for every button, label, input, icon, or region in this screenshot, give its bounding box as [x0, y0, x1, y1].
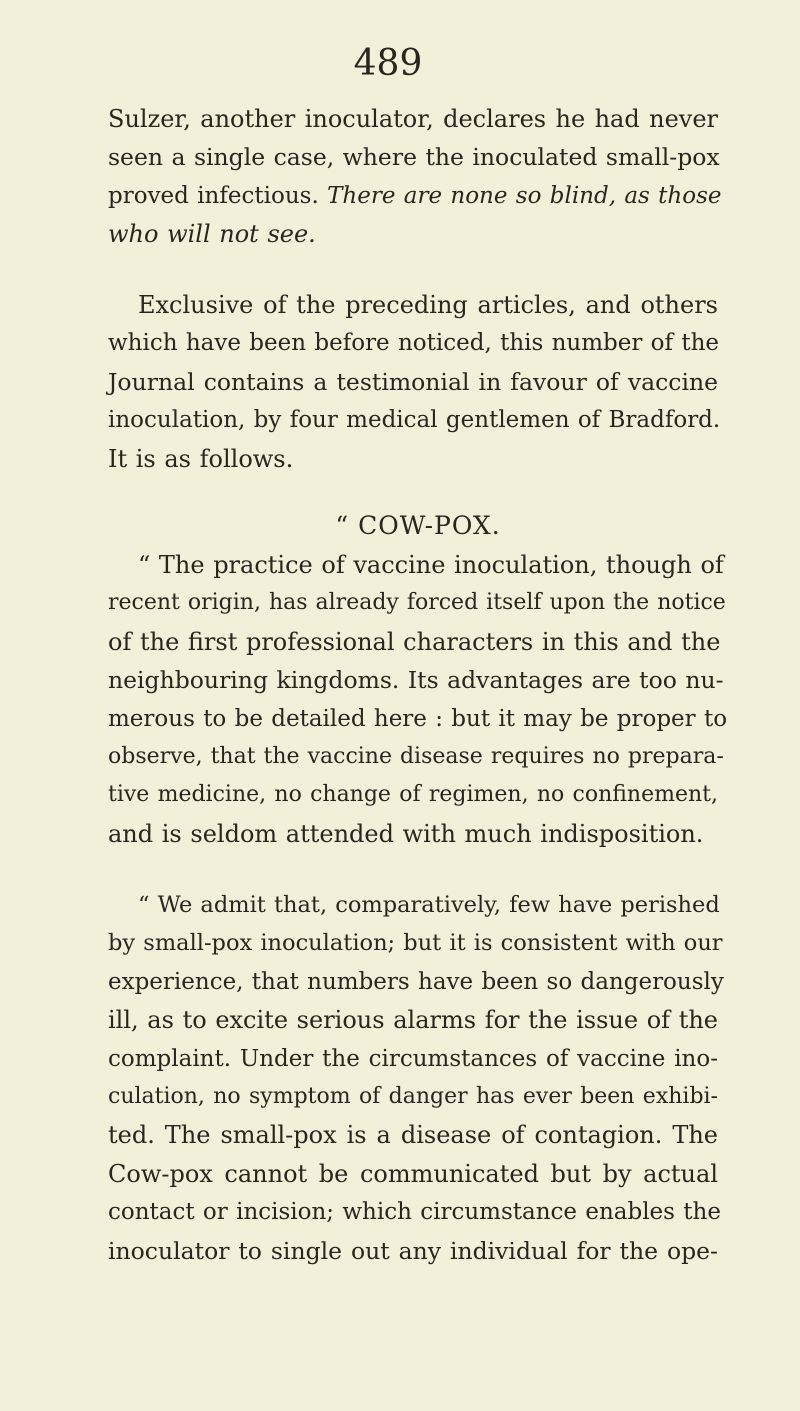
paragraph-exclusive	[108, 286, 721, 478]
text-line: ted. The small-pox is a disease of contagion. The	[108, 1121, 718, 1150]
text-line: contact or incision; which circumstance enables the	[108, 1199, 721, 1226]
text-line: It is as follows.	[108, 444, 294, 473]
text-line: neighbouring kingdoms. Its advantages are too nu-	[108, 666, 724, 695]
text-line: by small-pox inoculation; but it is consistent with our	[108, 930, 723, 957]
text-line: seen a single case, where the inoculated small-pox	[108, 143, 720, 172]
text-line: observe, that the vaccine disease requires no prepara-	[108, 743, 724, 769]
text-line: culation, no symptom of danger has ever been exhibi-	[108, 1083, 718, 1109]
text-line: complaint. Under the circumstances of vaccine ino-	[108, 1045, 718, 1072]
text-line: Sulzer, another inoculator, declares he had never	[108, 105, 718, 133]
text-line: Exclusive of the preceding articles, and others	[138, 291, 718, 319]
text-line: experience, that numbers have been so dangerously	[108, 968, 724, 995]
paragraph-practice	[108, 546, 728, 853]
paragraph-admit	[108, 886, 724, 1270]
text-line: inoculation, by four medical gentlemen of Bradford.	[108, 407, 721, 434]
text-line: “ We admit that, comparatively, few have perished	[138, 892, 720, 918]
text-segment: proved infectious.	[108, 182, 319, 209]
text-line: and is seldom attended with much indisposition.	[108, 819, 704, 848]
italic-quote: There are none so blind, as those	[327, 182, 722, 209]
text-line: Cow-pox cannot be communicated but by actual	[108, 1159, 718, 1188]
section-heading: “ COW-POX.	[335, 511, 501, 540]
text-line	[108, 177, 722, 215]
text-line: which have been before noticed, this number of the	[108, 330, 720, 357]
text-line: inoculator to single out any individual for the ope-	[108, 1236, 718, 1265]
text-line: tive medicine, no change of regimen, no confinement,	[108, 782, 718, 808]
italic-quote-end: who will not see.	[108, 220, 316, 249]
text-line: merous to be detailed here : but it may be proper to	[108, 705, 728, 732]
paragraph-sulzer	[108, 100, 722, 254]
text-line: of the first professional characters in this and the	[108, 627, 721, 656]
text-line: ill, as to excite serious alarms for the issue of the	[108, 1006, 718, 1035]
text-line: Journal contains a testimonial in favour of vaccine	[108, 367, 718, 396]
page-number: 489	[353, 43, 423, 84]
text-line: “ The practice of vaccine inoculation, though of	[138, 551, 724, 579]
text-line: recent origin, has already forced itself upon the notice	[108, 590, 726, 616]
